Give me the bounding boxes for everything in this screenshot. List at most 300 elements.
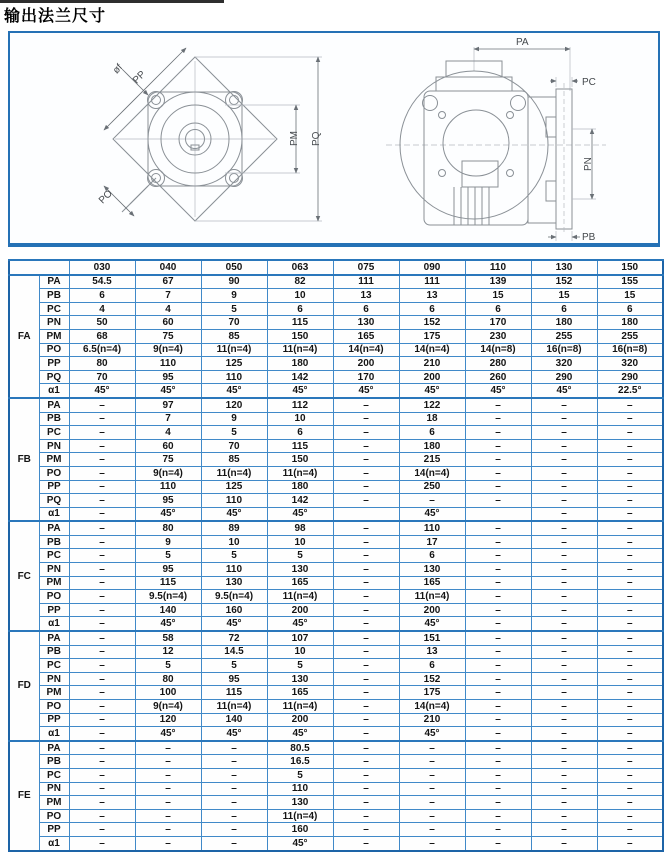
table-cell: – bbox=[531, 686, 597, 700]
table-cell: – bbox=[333, 563, 399, 577]
table-cell: 110 bbox=[201, 494, 267, 508]
table-cell: – bbox=[333, 645, 399, 659]
row-label: PB bbox=[39, 645, 69, 659]
table-cell: 50 bbox=[69, 316, 135, 330]
table-cell: – bbox=[597, 563, 663, 577]
table-cell: – bbox=[597, 535, 663, 549]
table-cell: 16(n=8) bbox=[597, 343, 663, 357]
table-cell: – bbox=[333, 672, 399, 686]
table-cell: 6 bbox=[69, 289, 135, 303]
table-cell: 152 bbox=[399, 316, 465, 330]
table-cell: 58 bbox=[135, 631, 201, 645]
table-cell: 115 bbox=[201, 686, 267, 700]
table-row bbox=[9, 357, 663, 371]
table-cell: – bbox=[597, 631, 663, 645]
table-cell: 215 bbox=[399, 453, 465, 467]
table-cell: – bbox=[531, 480, 597, 494]
table-cell: – bbox=[531, 713, 597, 727]
table-cell: – bbox=[399, 741, 465, 755]
table-cell: 175 bbox=[399, 686, 465, 700]
table-cell: 14.5 bbox=[201, 645, 267, 659]
table-cell: – bbox=[399, 836, 465, 850]
table-cell: – bbox=[465, 398, 531, 412]
flange-dimension-table bbox=[8, 259, 664, 852]
row-label: PA bbox=[39, 741, 69, 755]
table-cell: – bbox=[465, 549, 531, 563]
table-cell: – bbox=[69, 796, 135, 810]
table-cell: – bbox=[333, 549, 399, 563]
table-row bbox=[9, 343, 663, 357]
row-label: PN bbox=[39, 672, 69, 686]
table-cell: 110 bbox=[135, 480, 201, 494]
table-cell: – bbox=[465, 823, 531, 837]
row-label: PA bbox=[39, 275, 69, 289]
table-cell: – bbox=[201, 741, 267, 755]
table-cell: 110 bbox=[135, 357, 201, 371]
table-cell: 45° bbox=[201, 507, 267, 521]
table-cell: – bbox=[69, 727, 135, 741]
table-cell: 130 bbox=[333, 316, 399, 330]
table-cell: – bbox=[531, 809, 597, 823]
table-cell: 45° bbox=[135, 384, 201, 398]
table-cell: – bbox=[69, 521, 135, 535]
column-header: 130 bbox=[531, 260, 597, 275]
table-cell: – bbox=[333, 590, 399, 604]
table-cell: – bbox=[201, 796, 267, 810]
table-cell: – bbox=[465, 617, 531, 631]
table-cell: 14(n=4) bbox=[399, 343, 465, 357]
table-cell: – bbox=[597, 768, 663, 782]
table-cell: – bbox=[531, 453, 597, 467]
table-cell: 16(n=8) bbox=[531, 343, 597, 357]
table-cell: – bbox=[69, 412, 135, 426]
table-cell: 9(n=4) bbox=[135, 700, 201, 714]
table-cell: 45° bbox=[267, 836, 333, 850]
table-cell: – bbox=[333, 535, 399, 549]
table-cell: 11(n=4) bbox=[267, 590, 333, 604]
group-label: FA bbox=[9, 275, 39, 398]
table-cell: 200 bbox=[267, 713, 333, 727]
group-label: FB bbox=[9, 398, 39, 521]
table-cell: 10 bbox=[267, 412, 333, 426]
table-cell: – bbox=[333, 453, 399, 467]
table-cell: – bbox=[531, 645, 597, 659]
table-cell: 70 bbox=[69, 370, 135, 384]
table-cell: – bbox=[531, 590, 597, 604]
table-cell: – bbox=[201, 809, 267, 823]
table-cell: – bbox=[69, 645, 135, 659]
table-row bbox=[9, 439, 663, 453]
group-label: FC bbox=[9, 521, 39, 631]
table-cell: – bbox=[333, 823, 399, 837]
table-cell: 17 bbox=[399, 535, 465, 549]
table-row bbox=[9, 453, 663, 467]
table-cell: – bbox=[531, 836, 597, 850]
table-cell: 45° bbox=[201, 617, 267, 631]
table-cell: – bbox=[597, 782, 663, 796]
row-label: PM bbox=[39, 796, 69, 810]
table-row bbox=[9, 836, 663, 850]
group-label: FD bbox=[9, 631, 39, 741]
table-cell: 6 bbox=[465, 302, 531, 316]
table-cell: 110 bbox=[201, 370, 267, 384]
table-cell: 45° bbox=[135, 617, 201, 631]
dim-label-pq: PQ bbox=[311, 131, 322, 146]
table-cell: – bbox=[465, 590, 531, 604]
table-cell: 115 bbox=[267, 439, 333, 453]
table-cell: 85 bbox=[201, 453, 267, 467]
column-header: 030 bbox=[69, 260, 135, 275]
table-row bbox=[9, 507, 663, 521]
column-header: 150 bbox=[597, 260, 663, 275]
table-cell: – bbox=[531, 426, 597, 440]
row-label: PQ bbox=[39, 494, 69, 508]
table-cell: – bbox=[597, 645, 663, 659]
table-cell: – bbox=[531, 412, 597, 426]
row-label: PM bbox=[39, 576, 69, 590]
table-cell: 5 bbox=[135, 549, 201, 563]
table-cell: – bbox=[333, 796, 399, 810]
table-cell: 10 bbox=[267, 535, 333, 549]
row-label: PC bbox=[39, 549, 69, 563]
table-cell: 6 bbox=[399, 426, 465, 440]
table-cell: – bbox=[597, 617, 663, 631]
table-cell: 70 bbox=[201, 316, 267, 330]
table-cell: 6 bbox=[267, 426, 333, 440]
table-row bbox=[9, 370, 663, 384]
table-cell: 18 bbox=[399, 412, 465, 426]
table-cell: 130 bbox=[267, 672, 333, 686]
table-cell: – bbox=[531, 741, 597, 755]
table-cell: 10 bbox=[201, 535, 267, 549]
table-cell: – bbox=[465, 576, 531, 590]
table-row bbox=[9, 302, 663, 316]
table-cell bbox=[333, 507, 399, 521]
table-cell: 5 bbox=[267, 659, 333, 673]
table-cell: – bbox=[531, 549, 597, 563]
column-header: 090 bbox=[399, 260, 465, 275]
table-cell: – bbox=[465, 755, 531, 769]
table-cell: – bbox=[597, 453, 663, 467]
table-cell: – bbox=[69, 617, 135, 631]
column-header: 075 bbox=[333, 260, 399, 275]
table-cell: 14(n=4) bbox=[399, 700, 465, 714]
row-label: PB bbox=[39, 535, 69, 549]
table-cell: – bbox=[465, 768, 531, 782]
table-cell: – bbox=[465, 713, 531, 727]
table-cell: 4 bbox=[135, 426, 201, 440]
row-label: PC bbox=[39, 768, 69, 782]
table-cell: – bbox=[69, 836, 135, 850]
table-cell: 95 bbox=[135, 370, 201, 384]
table-cell: 45° bbox=[267, 617, 333, 631]
table-row bbox=[9, 713, 663, 727]
table-cell: 120 bbox=[135, 713, 201, 727]
table-cell: – bbox=[465, 700, 531, 714]
row-label: PM bbox=[39, 453, 69, 467]
row-label: PC bbox=[39, 426, 69, 440]
table-cell: 45° bbox=[465, 384, 531, 398]
row-label: PP bbox=[39, 823, 69, 837]
table-cell: – bbox=[69, 590, 135, 604]
table-cell: – bbox=[69, 686, 135, 700]
table-row bbox=[9, 289, 663, 303]
table-row bbox=[9, 563, 663, 577]
table-cell: 5 bbox=[267, 768, 333, 782]
table-cell: 142 bbox=[267, 370, 333, 384]
table-row bbox=[9, 398, 663, 412]
table-cell: – bbox=[135, 741, 201, 755]
row-label: PO bbox=[39, 590, 69, 604]
table-cell: 45° bbox=[135, 727, 201, 741]
table-cell: – bbox=[531, 563, 597, 577]
table-cell: 6 bbox=[399, 659, 465, 673]
table-row bbox=[9, 741, 663, 755]
row-label: PA bbox=[39, 521, 69, 535]
table-cell: – bbox=[333, 494, 399, 508]
table-cell: – bbox=[597, 466, 663, 480]
table-cell: 89 bbox=[201, 521, 267, 535]
table-cell: 12 bbox=[135, 645, 201, 659]
table-cell: – bbox=[69, 439, 135, 453]
flange-drawing-panel bbox=[8, 31, 660, 247]
table-cell: – bbox=[69, 563, 135, 577]
dim-label-pp: PP bbox=[130, 68, 149, 87]
table-cell: – bbox=[399, 494, 465, 508]
table-cell: 290 bbox=[597, 370, 663, 384]
table-cell: 9(n=4) bbox=[135, 466, 201, 480]
table-cell: 255 bbox=[597, 329, 663, 343]
table-cell: – bbox=[597, 686, 663, 700]
table-cell: – bbox=[333, 727, 399, 741]
table-cell: – bbox=[531, 466, 597, 480]
table-cell: 11(n=4) bbox=[267, 466, 333, 480]
table-cell: 9.5(n=4) bbox=[135, 590, 201, 604]
table-cell: – bbox=[69, 466, 135, 480]
table-container bbox=[8, 259, 664, 852]
table-cell: 110 bbox=[267, 782, 333, 796]
table-cell: 200 bbox=[267, 603, 333, 617]
table-cell: – bbox=[333, 480, 399, 494]
table-cell: 6 bbox=[531, 302, 597, 316]
table-cell: 45° bbox=[135, 507, 201, 521]
table-cell: 45° bbox=[399, 507, 465, 521]
table-cell: 320 bbox=[597, 357, 663, 371]
table-cell: 230 bbox=[465, 329, 531, 343]
table-cell: – bbox=[597, 727, 663, 741]
table-cell: – bbox=[399, 796, 465, 810]
table-cell: 180 bbox=[399, 439, 465, 453]
row-label: PQ bbox=[39, 370, 69, 384]
table-cell: – bbox=[135, 782, 201, 796]
row-label: PC bbox=[39, 659, 69, 673]
table-cell: – bbox=[333, 439, 399, 453]
table-cell: – bbox=[69, 713, 135, 727]
table-cell: – bbox=[69, 480, 135, 494]
table-cell: – bbox=[69, 755, 135, 769]
table-cell: 14(n=4) bbox=[399, 466, 465, 480]
table-cell: – bbox=[333, 836, 399, 850]
table-cell: 45° bbox=[201, 727, 267, 741]
table-cell: – bbox=[531, 494, 597, 508]
table-cell: 155 bbox=[597, 275, 663, 289]
table-cell: – bbox=[135, 796, 201, 810]
table-cell: 45° bbox=[201, 384, 267, 398]
table-cell: – bbox=[399, 823, 465, 837]
table-cell: – bbox=[69, 535, 135, 549]
table-cell: – bbox=[531, 796, 597, 810]
row-label: PM bbox=[39, 686, 69, 700]
table-cell: 97 bbox=[135, 398, 201, 412]
dim-label-f: øf bbox=[110, 62, 125, 77]
table-cell: 11(n=4) bbox=[201, 343, 267, 357]
table-cell: – bbox=[465, 494, 531, 508]
table-cell: 22.5° bbox=[597, 384, 663, 398]
table-cell: 9 bbox=[201, 289, 267, 303]
table-cell: 210 bbox=[399, 713, 465, 727]
dim-label-pn: PN bbox=[583, 157, 594, 171]
table-cell: – bbox=[531, 782, 597, 796]
table-cell: 180 bbox=[597, 316, 663, 330]
table-cell: 130 bbox=[267, 563, 333, 577]
table-cell: – bbox=[531, 659, 597, 673]
table-cell: – bbox=[135, 823, 201, 837]
table-cell: 280 bbox=[465, 357, 531, 371]
table-cell: – bbox=[333, 426, 399, 440]
table-cell: 6 bbox=[399, 549, 465, 563]
table-cell: 180 bbox=[531, 316, 597, 330]
table-cell: – bbox=[333, 659, 399, 673]
table-cell: – bbox=[333, 466, 399, 480]
row-label: PP bbox=[39, 603, 69, 617]
table-row bbox=[9, 659, 663, 673]
table-cell: 160 bbox=[201, 603, 267, 617]
table-cell: 45° bbox=[267, 384, 333, 398]
table-cell: 5 bbox=[201, 302, 267, 316]
table-cell: 95 bbox=[135, 563, 201, 577]
table-cell: – bbox=[465, 741, 531, 755]
table-cell: – bbox=[135, 768, 201, 782]
table-cell: 67 bbox=[135, 275, 201, 289]
table-cell: – bbox=[333, 809, 399, 823]
column-header: 040 bbox=[135, 260, 201, 275]
header-empty-cell bbox=[9, 260, 69, 275]
table-row bbox=[9, 576, 663, 590]
table-cell: 13 bbox=[333, 289, 399, 303]
page-title: 输出法兰尺寸 bbox=[4, 8, 107, 25]
table-cell: – bbox=[597, 809, 663, 823]
table-cell: – bbox=[399, 755, 465, 769]
row-label: PB bbox=[39, 289, 69, 303]
row-label: PN bbox=[39, 316, 69, 330]
table-row bbox=[9, 617, 663, 631]
table-cell: – bbox=[531, 439, 597, 453]
table-cell: – bbox=[201, 823, 267, 837]
row-label: PP bbox=[39, 480, 69, 494]
table-cell: – bbox=[333, 603, 399, 617]
group-label: FE bbox=[9, 741, 39, 851]
row-label: α1 bbox=[39, 836, 69, 850]
table-cell: – bbox=[333, 782, 399, 796]
table-cell: – bbox=[333, 412, 399, 426]
table-cell: 45° bbox=[69, 384, 135, 398]
table-cell: 11(n=4) bbox=[267, 809, 333, 823]
table-cell: 165 bbox=[267, 576, 333, 590]
side-view-drawing bbox=[362, 33, 662, 241]
table-row bbox=[9, 631, 663, 645]
table-cell: 9.5(n=4) bbox=[201, 590, 267, 604]
table-cell: 200 bbox=[333, 357, 399, 371]
row-label: PB bbox=[39, 755, 69, 769]
table-cell: 107 bbox=[267, 631, 333, 645]
table-cell: 4 bbox=[135, 302, 201, 316]
table-cell: – bbox=[69, 549, 135, 563]
table-cell: 10 bbox=[267, 289, 333, 303]
table-cell: – bbox=[597, 659, 663, 673]
table-cell: – bbox=[399, 768, 465, 782]
table-cell: 5 bbox=[201, 659, 267, 673]
table-cell: 5 bbox=[201, 549, 267, 563]
table-cell: 210 bbox=[399, 357, 465, 371]
table-row bbox=[9, 329, 663, 343]
table-cell: 16.5 bbox=[267, 755, 333, 769]
column-header: 050 bbox=[201, 260, 267, 275]
table-cell: 140 bbox=[135, 603, 201, 617]
table-cell: 165 bbox=[267, 686, 333, 700]
table-cell: 9(n=4) bbox=[135, 343, 201, 357]
row-label: PN bbox=[39, 563, 69, 577]
table-cell: 7 bbox=[135, 412, 201, 426]
table-cell: 6 bbox=[267, 302, 333, 316]
table-row bbox=[9, 316, 663, 330]
table-cell: 150 bbox=[267, 453, 333, 467]
table-cell: – bbox=[465, 563, 531, 577]
row-label: PO bbox=[39, 700, 69, 714]
table-cell: – bbox=[597, 590, 663, 604]
table-cell: 125 bbox=[201, 357, 267, 371]
table-cell: – bbox=[399, 782, 465, 796]
table-cell bbox=[465, 507, 531, 521]
table-cell: 180 bbox=[267, 480, 333, 494]
row-label: PN bbox=[39, 439, 69, 453]
dim-label-pa: PA bbox=[516, 37, 529, 48]
table-cell: – bbox=[597, 700, 663, 714]
table-row bbox=[9, 823, 663, 837]
table-cell: – bbox=[531, 521, 597, 535]
row-label: PP bbox=[39, 713, 69, 727]
table-cell: 122 bbox=[399, 398, 465, 412]
dim-label-pb: PB bbox=[582, 232, 596, 241]
column-header: 110 bbox=[465, 260, 531, 275]
table-cell: 45° bbox=[399, 727, 465, 741]
table-cell: – bbox=[465, 631, 531, 645]
table-cell: – bbox=[597, 823, 663, 837]
table-cell: – bbox=[597, 836, 663, 850]
table-cell: 11(n=4) bbox=[201, 466, 267, 480]
table-cell: 10 bbox=[267, 645, 333, 659]
table-cell: – bbox=[465, 796, 531, 810]
table-cell: – bbox=[69, 659, 135, 673]
dim-label-po: PO bbox=[96, 188, 115, 207]
table-cell: 180 bbox=[267, 357, 333, 371]
table-cell: – bbox=[465, 453, 531, 467]
table-cell: – bbox=[69, 507, 135, 521]
table-cell: – bbox=[201, 768, 267, 782]
table-cell: 45° bbox=[267, 727, 333, 741]
table-cell: 45° bbox=[531, 384, 597, 398]
table-cell: – bbox=[465, 782, 531, 796]
table-cell: 115 bbox=[135, 576, 201, 590]
